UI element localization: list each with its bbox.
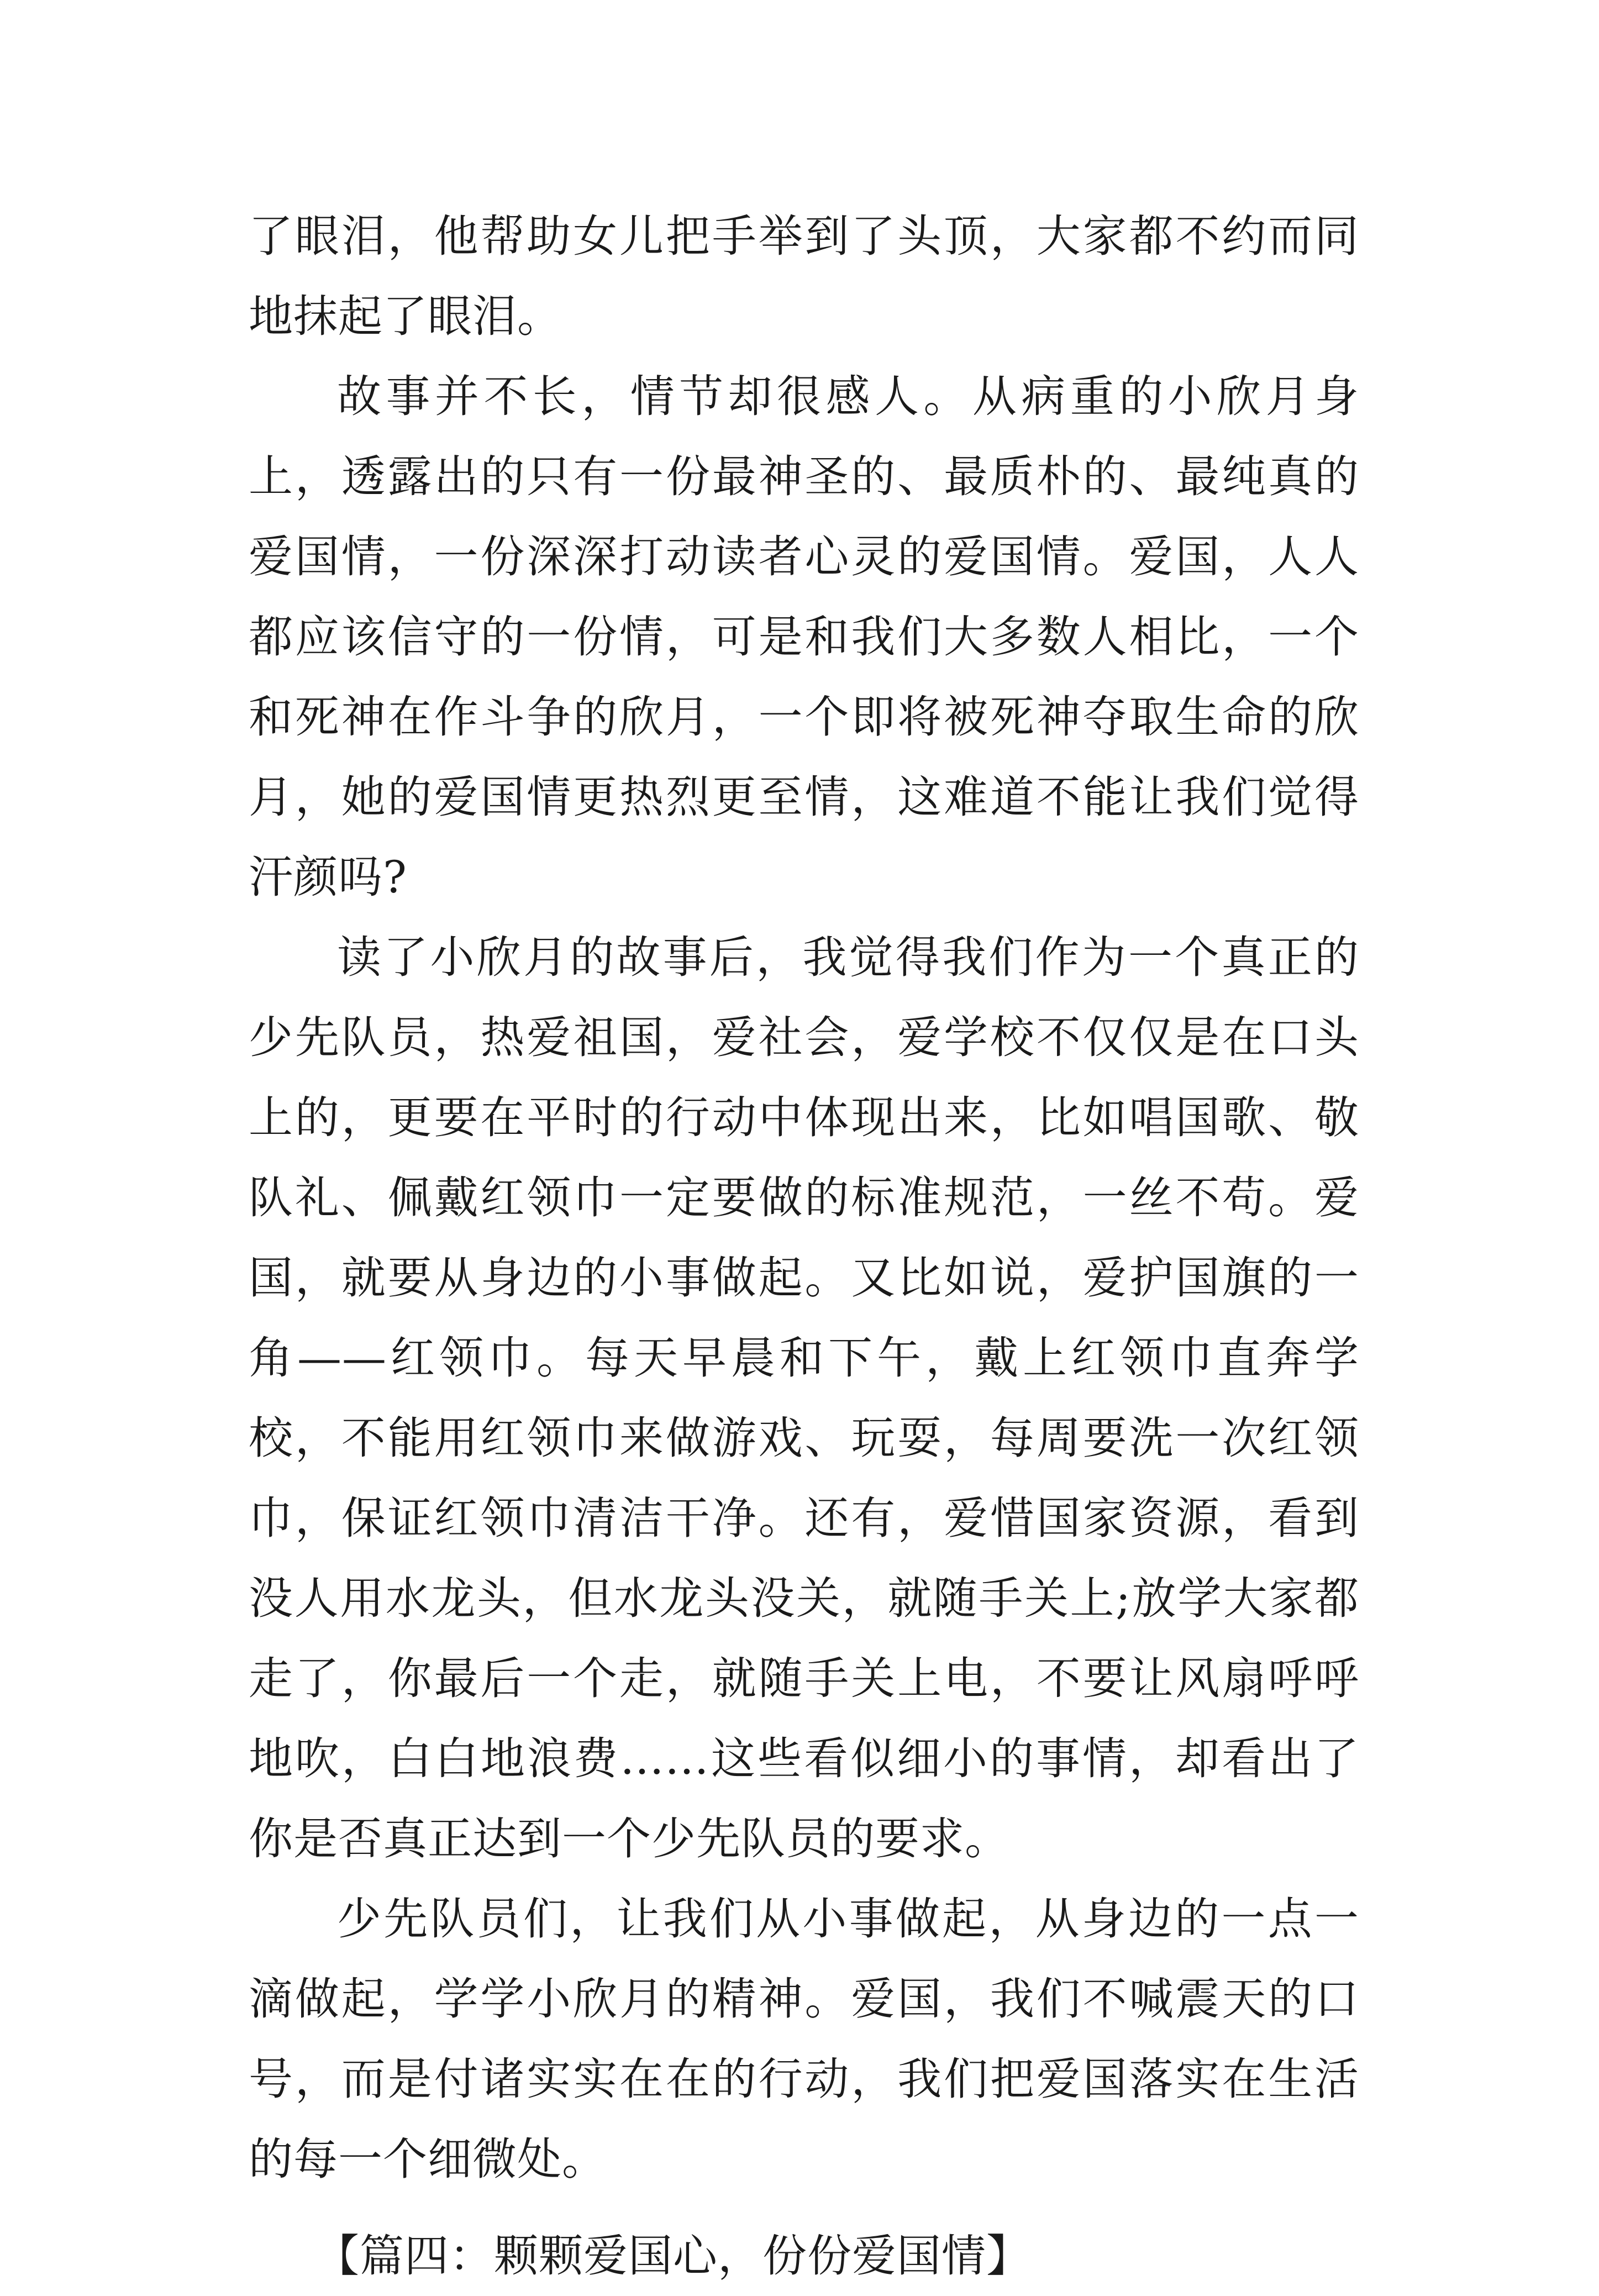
- document-body: [249, 196, 1359, 2296]
- paragraph-4: 少先队员们，让我们从小事做起，从身边的一点一滴做起，学学小欣月的精神。爱国，我们不喊震天的口号，而是付诸实实在在的行动，我们把爱国落实在生活的每一个细微处。: [249, 1893, 1359, 2185]
- section-heading: 【篇四：颗颗爱国心，份份爱国情】: [315, 2230, 1031, 2282]
- paragraph-1: 了眼泪，他帮助女儿把手举到了头顶，大家都不约而同地抹起了眼泪。: [249, 211, 1359, 342]
- paragraph-2: 故事并不长，情节却很感人。从病重的小欣月身上，透露出的只有一份最神圣的、最质朴的、最纯真的爱国情，一份深深打动读者心灵的爱国情。爱国，人人都应该信守的一份情，可是和我们大多数人相比，一个和死神在作斗争的欣月，一个即将被死神夺取生命的欣月，她的爱国情更热烈更至情，这难道不能让我们觉得汗颜吗?: [249, 371, 1359, 903]
- paragraph-3: 读了小欣月的故事后，我觉得我们作为一个真正的少先队员，热爱祖国，爱社会，爱学校不仅仅是在口头上的，更要在平时的行动中体现出来，比如唱国歌、敬队礼、佩戴红领巾一定要做的标准规范，一丝不苟。爱国，就要从身边的小事做起。又比如说，爱护国旗的一角——红领巾。每天早晨和下午，戴上红领巾直奔学校，不能用红领巾来做游戏、玩耍，每周要洗一次红领巾，保证红领巾清洁干净。还有，爱惜国家资源，看到没人用水龙头，但水龙头没关，就随手关上;放学大家都走了，你最后一个走，就随手关上电，不要让风扇呼呼地吹，白白地浪费……这些看似细小的事情，却看出了你是否真正达到一个少先队员的要求。: [249, 932, 1359, 1864]
